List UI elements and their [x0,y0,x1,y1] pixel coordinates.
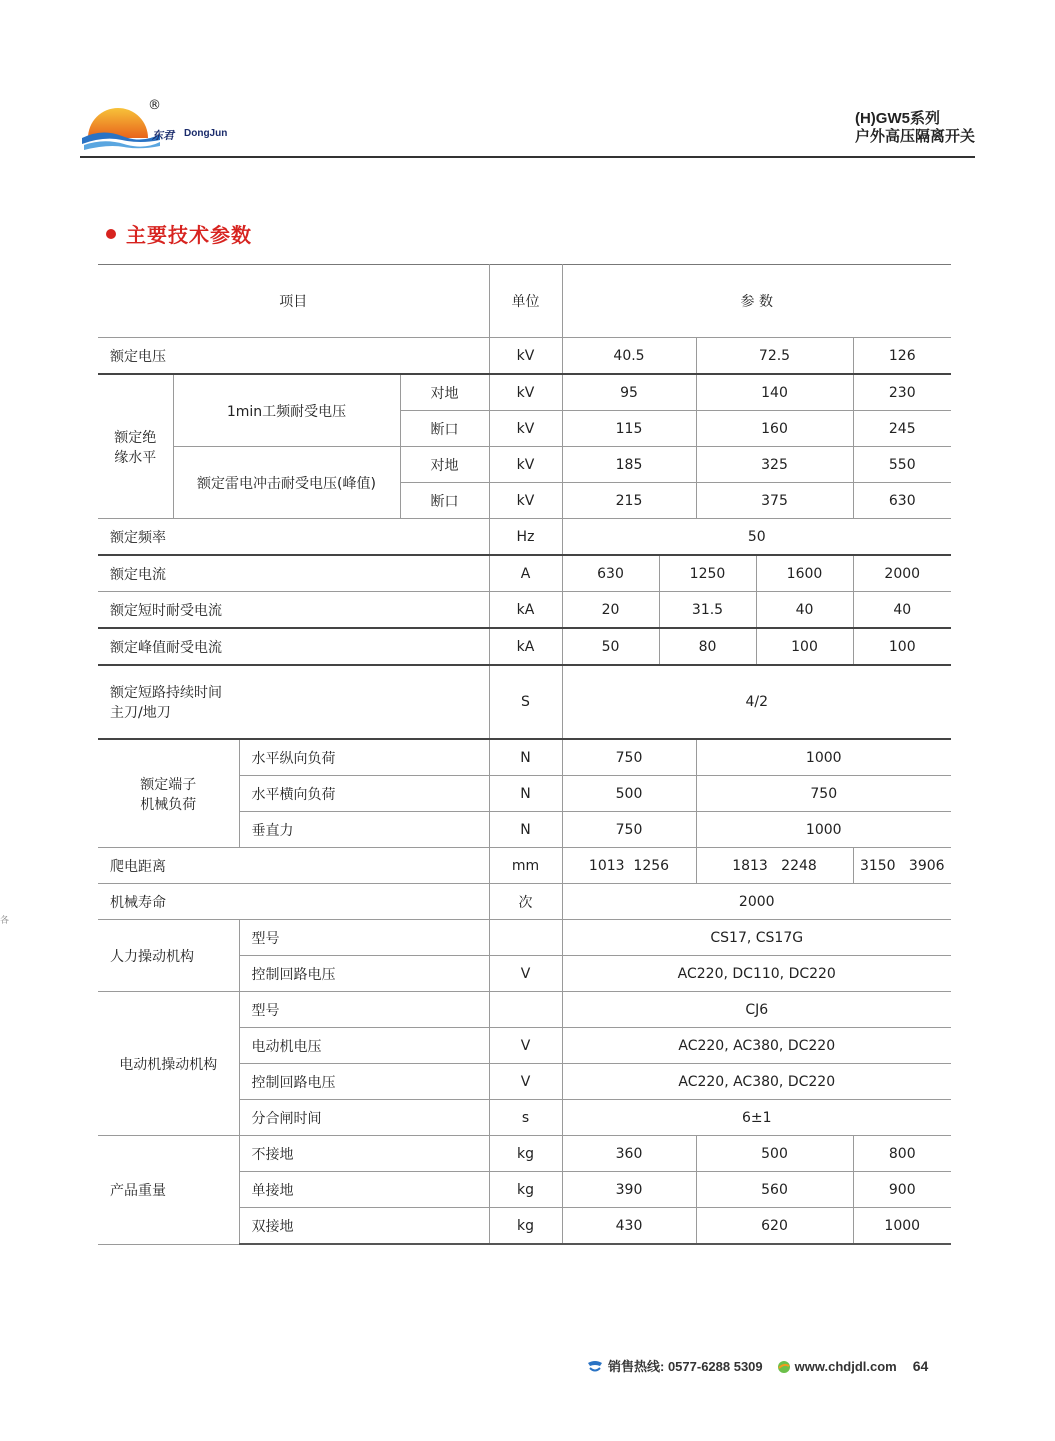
table-row: 额定端子 机械负荷 水平纵向负荷 N 750 1000 [98,739,951,776]
table-row: 电动机电压 V AC220, AC380, DC220 [98,1028,951,1064]
bullet-icon [106,229,116,239]
footer [586,1356,928,1375]
table-row: 额定短路持续时间 主刀/地刀 S 4/2 [98,665,951,739]
brand-name-en: DongJun [184,128,228,139]
table-row: 控制回路电压 V AC220, AC380, DC220 [98,1064,951,1100]
spec-table [98,264,951,1245]
brand-logo [82,98,242,154]
table-row: 断口 kV 215 375 630 [98,483,951,519]
table-row: 控制回路电压 V AC220, DC110, DC220 [98,956,951,992]
section-title-text: 主要技术参数 [126,223,252,247]
table-row: 断口 kV 115 160 245 [98,411,951,447]
header-divider [80,156,975,158]
header-unit: 单位 [489,265,562,338]
table-row: 额定电压 kV 40.5 72.5 126 [98,338,951,375]
table-header-row [98,265,951,338]
table-row: 双接地 kg 430 620 1000 [98,1208,951,1245]
brand-name-cn: 东君 [152,129,174,142]
margin-mark: 各 [0,916,10,926]
section-title [106,219,252,248]
website-link[interactable]: www.chdjdl.com [794,1359,897,1374]
table-row: 产品重量 不接地 kg 360 500 800 [98,1136,951,1172]
header-item: 项目 [98,265,489,338]
table-row: 额定雷电冲击耐受电压(峰值) 对地 kV 185 325 550 [98,447,951,483]
table-row: 人力操动机构 型号 CS17, CS17G [98,920,951,956]
page-number: 64 [912,1358,929,1374]
table-row: 额定短时耐受电流 kA 20 31.5 40 40 [98,592,951,629]
table-row: 分合闸时间 s 6±1 [98,1100,951,1136]
registered-mark: ® [148,98,161,113]
table-row: 爬电距离 mm 1013 1256 1813 2248 3150 3906 [98,848,951,884]
table-row: 水平横向负荷 N 500 750 [98,776,951,812]
table-row: 额定绝缘水平 1min工频耐受电压 对地 kV 95 140 230 [98,374,951,411]
table-row: 电动机操动机构 型号 CJ6 [98,992,951,1028]
globe-icon [777,1360,791,1374]
header-title [855,110,975,146]
phone-icon [586,1360,604,1374]
table-row: 机械寿命 次 2000 [98,884,951,920]
series-name: (H)GW5系列 [854,110,940,127]
table-row: 垂直力 N 750 1000 [98,812,951,848]
table-row: 额定峰值耐受电流 kA 50 80 100 100 [98,628,951,665]
sales-hotline: 销售热线: 0577-6288 5309 [608,1359,763,1374]
table-row: 额定频率 Hz 50 [98,519,951,556]
header-params: 参 数 [562,265,951,338]
table-row: 单接地 kg 390 560 900 [98,1172,951,1208]
product-name: 户外高压隔离开关 [854,128,975,145]
table-row: 额定电流 A 630 1250 1600 2000 [98,555,951,592]
